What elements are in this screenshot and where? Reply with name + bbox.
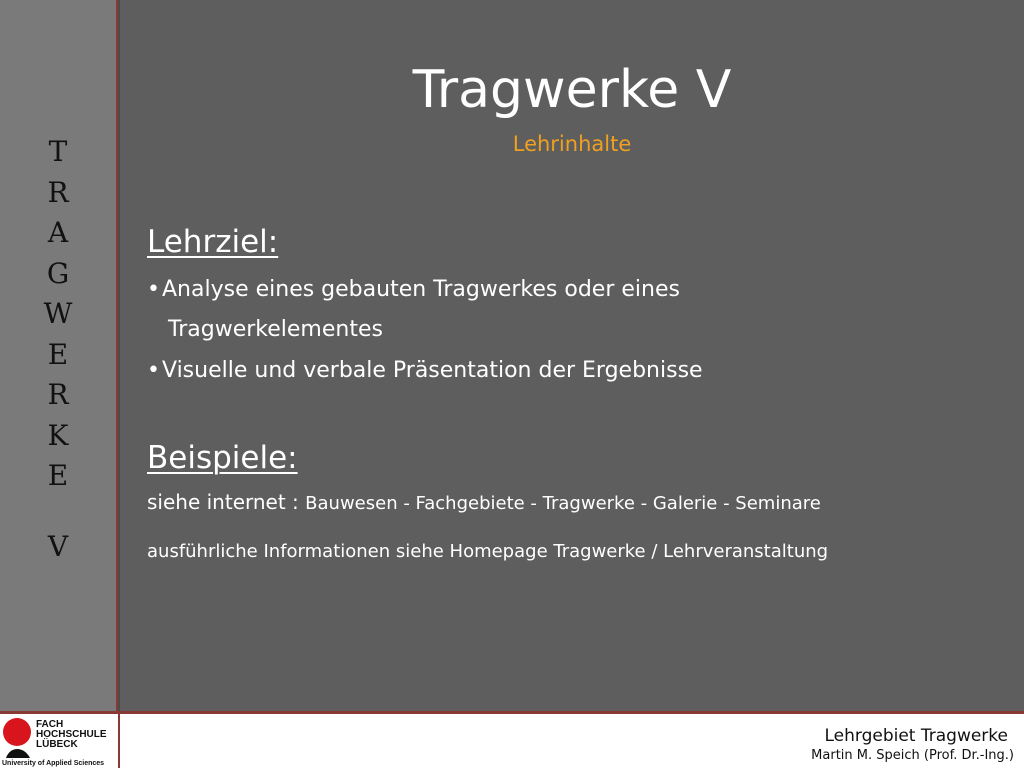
logo-tagline: University of Applied Sciences bbox=[2, 760, 105, 767]
slide-content bbox=[120, 0, 1024, 711]
logo-line: HOCHSCHULE bbox=[36, 729, 107, 740]
page-title: Tragwerke V bbox=[412, 60, 732, 120]
footer-divider bbox=[118, 714, 120, 768]
vertical-letter: R bbox=[47, 378, 69, 411]
lehrziel-bullet-1 bbox=[147, 277, 680, 302]
logo-emblem-icon bbox=[2, 716, 36, 760]
bullet-text: Visuelle und verbale Präsentation der Ergebnisse bbox=[162, 358, 703, 383]
vertical-letter: G bbox=[46, 256, 70, 290]
lehrziel-bullet-1-continuation: Tragwerkelementes bbox=[168, 317, 383, 342]
internet-label: siehe internet : bbox=[147, 490, 299, 514]
vertical-letter: W bbox=[43, 297, 73, 330]
footer bbox=[0, 711, 1024, 768]
logo-line: LÜBECK bbox=[36, 739, 78, 750]
vertical-letter: R bbox=[47, 175, 69, 209]
bullet-icon: • bbox=[147, 277, 160, 302]
beispiele-line-2: ausführliche Informationen siehe Homepage Tragwerke / Lehrveranstaltung bbox=[147, 541, 829, 562]
vertical-title bbox=[0, 132, 116, 567]
vertical-letter: K bbox=[47, 418, 69, 452]
bullet-icon: • bbox=[147, 358, 160, 383]
vertical-letter: E bbox=[47, 337, 69, 371]
sidebar bbox=[0, 0, 116, 711]
footer-department: Lehrgebiet Tragwerke bbox=[824, 726, 1008, 746]
vertical-letter: E bbox=[47, 459, 69, 492]
vertical-letter: A bbox=[47, 216, 69, 249]
university-logo bbox=[0, 714, 120, 768]
bullet-text: Analyse eines gebauten Tragwerkes oder eines bbox=[162, 277, 680, 302]
beispiele-line-1 bbox=[147, 490, 821, 514]
logo-line: FACH bbox=[36, 719, 64, 730]
footer-author: Martin M. Speich (Prof. Dr.-Ing.) bbox=[811, 748, 1014, 763]
logo-wordmark bbox=[36, 720, 107, 750]
page-subtitle: Lehrinhalte bbox=[512, 132, 632, 156]
internet-path: Bauwesen - Fachgebiete - Tragwerke - Galerie - Seminare bbox=[305, 493, 821, 514]
vertical-letter-suffix: V bbox=[47, 529, 69, 563]
beispiele-heading: Beispiele: bbox=[147, 440, 298, 476]
vertical-letter: T bbox=[48, 135, 68, 168]
lehrziel-bullet-2 bbox=[147, 358, 703, 383]
lehrziel-heading: Lehrziel: bbox=[147, 224, 279, 260]
